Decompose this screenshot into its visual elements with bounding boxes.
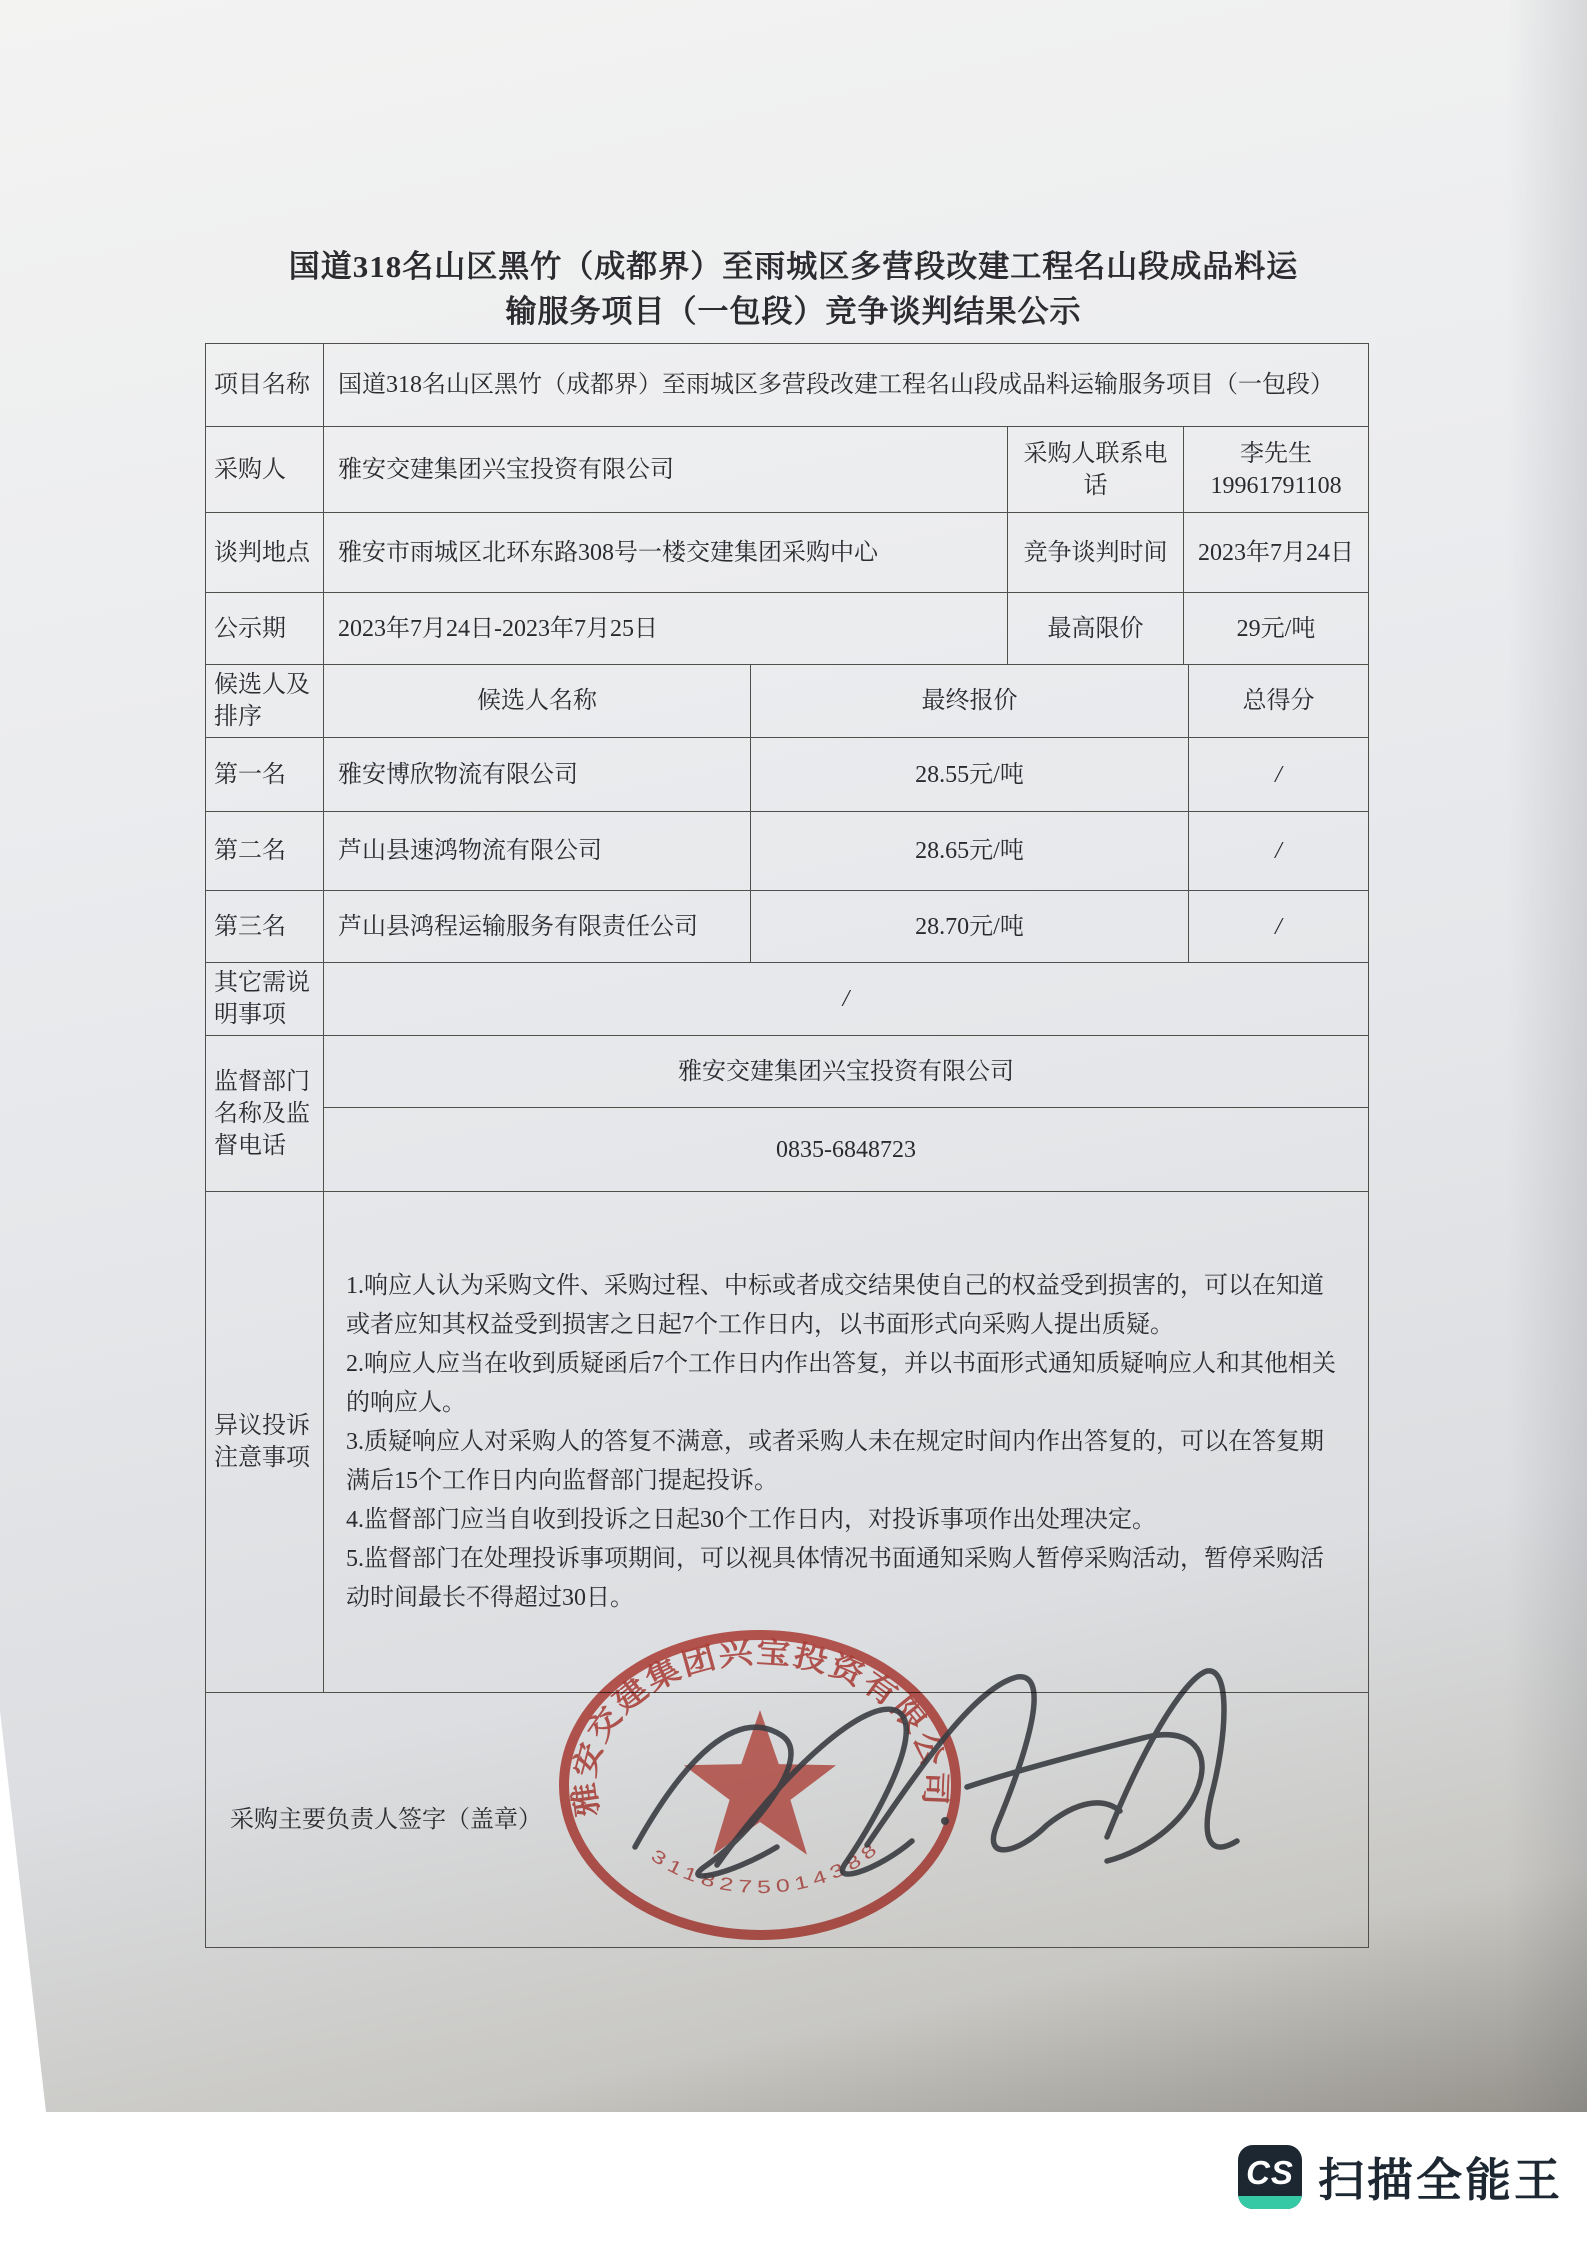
candidate-price: 28.65元/吨	[751, 812, 1189, 891]
notice-item: 2.响应人应当在收到质疑函后7个工作日内作出答复，并以书面形式通知质疑响应人和其他相关的响应人。	[346, 1350, 1336, 1416]
contact-phone: 19961791108	[1210, 472, 1342, 499]
notice-item: 1.响应人认为采购文件、采购过程、中标或者成交结果使自己的权益受到损害的，可以在知道或者应知其权益受到损害之日起7个工作日内，以书面形式向采购人提出质疑。	[346, 1272, 1324, 1338]
table-row	[206, 593, 1369, 665]
icon-teal-band	[1238, 2196, 1302, 2209]
signature-label: 采购主要负责人签字（盖章）	[206, 1693, 1369, 1948]
candidates-table	[205, 664, 1369, 963]
max-price-value: 29元/吨	[1184, 593, 1369, 665]
candidates-header-row	[206, 665, 1369, 738]
cs-letters: CS	[1246, 2154, 1294, 2191]
negotiation-place-value: 雅安市雨城区北环东路308号一楼交建集团采购中心	[324, 513, 1008, 593]
paper-edge-shadow	[1507, 0, 1587, 2112]
table-row	[206, 427, 1369, 513]
candidates-price-header: 最终报价	[751, 665, 1189, 738]
seal-star-icon	[684, 1710, 836, 1855]
table-row	[206, 1036, 1369, 1108]
camscanner-app-icon	[1238, 2145, 1302, 2209]
supervisor-phone: 0835-6848723	[324, 1108, 1369, 1192]
max-price-label: 最高限价	[1008, 593, 1184, 665]
candidate-row	[206, 891, 1369, 963]
candidates-score-header: 总得分	[1189, 665, 1369, 738]
candidate-name: 芦山县鸿程运输服务有限责任公司	[324, 891, 751, 963]
other-items-value: /	[324, 963, 1369, 1036]
camscanner-app-name: 扫描全能王	[1318, 2154, 1563, 2206]
publicity-period-label: 公示期	[206, 593, 324, 665]
negotiation-time-label: 竞争谈判时间	[1008, 513, 1184, 593]
seal-company-text: 雅安交建集团兴宝投资有限公司	[568, 1636, 952, 1819]
info-table	[205, 343, 1369, 665]
project-name-label: 项目名称	[206, 344, 324, 427]
candidate-row	[206, 812, 1369, 891]
document-title-line2: 输服务项目（一包段）竞争谈判结果公示	[505, 294, 1082, 329]
notice-item: 4.监督部门应当自收到投诉之日起30个工作日内，对投诉事项作出处理决定。	[346, 1506, 1156, 1533]
project-name-value: 国道318名山区黑竹（成都界）至雨城区多营段改建工程名山段成品料运输服务项目（一包段）	[324, 344, 1369, 427]
candidate-score: /	[1189, 812, 1369, 891]
purchaser-contact-label: 采购人联系电话	[1008, 427, 1184, 513]
table-row	[206, 513, 1369, 593]
purchaser-contact-value	[1184, 427, 1369, 513]
svg-text:3118275014388	[648, 1836, 885, 1897]
candidates-rank-header: 候选人及排序	[206, 665, 324, 738]
table-row	[206, 1108, 1369, 1192]
candidates-name-header: 候选人名称	[324, 665, 751, 738]
candidate-price: 28.70元/吨	[751, 891, 1189, 963]
document-title	[194, 244, 1394, 334]
negotiation-place-label: 谈判地点	[206, 513, 324, 593]
scan-footer	[0, 2112, 1587, 2245]
supervisor-table	[205, 962, 1369, 1192]
candidate-price: 28.55元/吨	[751, 738, 1189, 812]
candidate-rank: 第三名	[206, 891, 324, 963]
candidate-score: /	[1189, 891, 1369, 963]
purchaser-value: 雅安交建集团兴宝投资有限公司	[324, 427, 1008, 513]
candidate-name: 芦山县速鸿物流有限公司	[324, 812, 751, 891]
candidate-rank: 第二名	[206, 812, 324, 891]
company-seal-and-signature	[545, 1615, 1285, 1960]
seal-serial-number: 3118275014388	[647, 1839, 881, 1898]
pen-dot	[941, 1817, 949, 1825]
candidate-rank: 第一名	[206, 738, 324, 812]
notice-item: 3.质疑响应人对采购人的答复不满意，或者采购人未在规定时间内作出答复的，可以在答复期满后15个工作日内向监督部门提起投诉。	[346, 1428, 1324, 1494]
document-title-line1: 国道318名山区黑竹（成都界）至雨城区多营段改建工程名山段成品料运	[288, 249, 1299, 284]
supervisor-name: 雅安交建集团兴宝投资有限公司	[324, 1036, 1369, 1108]
camscanner-watermark	[1238, 2144, 1563, 2210]
notice-label: 异议投诉注意事项	[206, 1192, 324, 1693]
candidate-row	[206, 738, 1369, 812]
negotiation-time-value: 2023年7月24日	[1184, 513, 1369, 593]
contact-name: 李先生	[1240, 440, 1312, 467]
table-row	[206, 344, 1369, 427]
publicity-period-value: 2023年7月24日-2023年7月25日	[324, 593, 1008, 665]
candidate-score: /	[1189, 738, 1369, 812]
supervisor-label: 监督部门名称及监督电话	[206, 1036, 324, 1192]
notice-item: 5.监督部门在处理投诉事项期间，可以视具体情况书面通知采购人暂停采购活动，暂停采购活动时间最长不得超过30日。	[346, 1545, 1324, 1611]
purchaser-label: 采购人	[206, 427, 324, 513]
other-items-label: 其它需说明事项	[206, 963, 324, 1036]
table-row	[206, 963, 1369, 1036]
candidate-name: 雅安博欣物流有限公司	[324, 738, 751, 812]
